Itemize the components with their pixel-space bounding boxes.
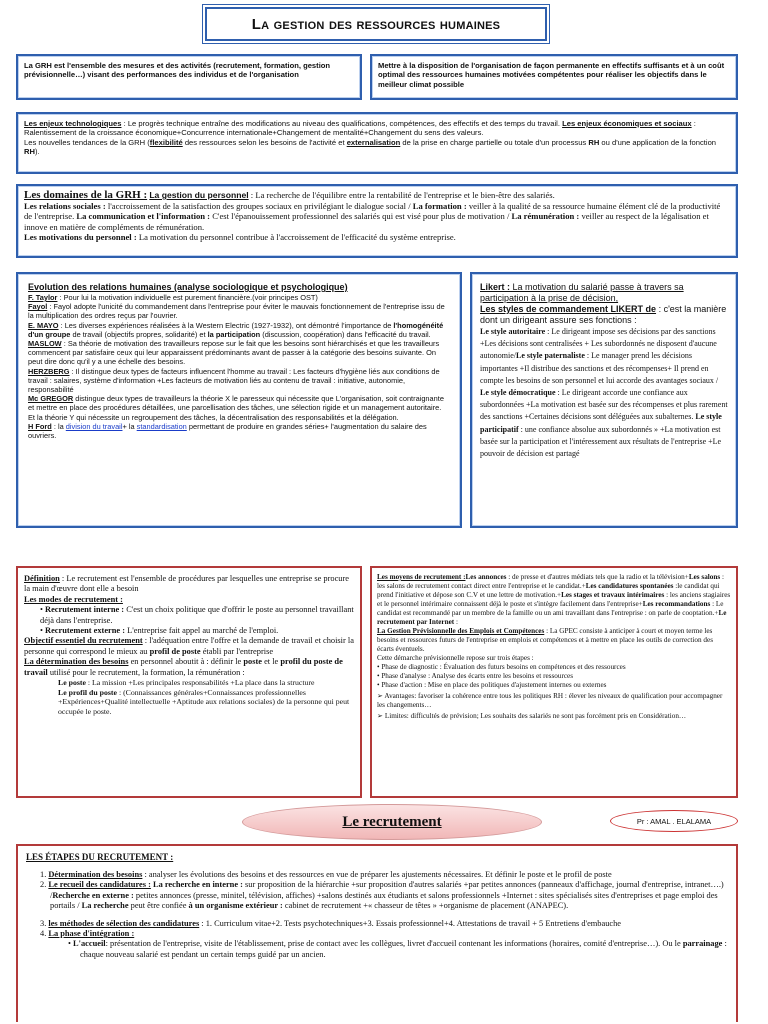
modes-label: Les modes de recrutement :: [24, 594, 123, 604]
gpec-step-analyse: • Phase d'analyse : Analyse des écarts entre les besoins et ressources: [377, 672, 574, 680]
recrutement-interne-label: Recrutement interne :: [45, 605, 125, 615]
recommandations-label: Les recommandations: [642, 600, 711, 608]
herzberg-text: : Il distingue deux types de facteurs influencent l'homme au travail : Les facteurs d'hygiène liés aux conditions de travail : salaires, système d'information +Les facteurs de motivation liés au contenu de travail : initiative, autonomie, responsabilité: [28, 366, 440, 395]
enjeux-tech-heading: Les enjeux technologiques: [24, 119, 122, 128]
recommandations-text: : Le candidat est recommandé par un membre de la famille ou un ami travaillant dans l'entreprise : on parle de cooptation.+: [377, 600, 724, 617]
remuneration-text: veiller au respect de la légalisation et innove en matière de compléments de rémunération.: [24, 211, 709, 232]
recherche-label: La recherche: [81, 900, 129, 910]
recrutement-externe-text: L'entreprise fait appel au marché de l'emploi.: [125, 626, 279, 636]
intro-definition-text: La GRH est l'ensemble des mesures et des activités (recrutement, formation, gestion prévisionnelle…) visant des performances des individus et de l'organisation: [24, 61, 331, 80]
style-participatif-label: Le style participatif: [480, 412, 722, 434]
le-poste-label: Le poste: [58, 678, 86, 688]
enjeux-eco-heading: Les enjeux économiques et sociaux: [562, 119, 692, 128]
enjeux-eco-text: : Ralentissement de la croissance économique+Concurrence internationale+Changement de mentalité+Changement du sens des valeurs.: [24, 119, 696, 138]
etapes-heading: LES ÉTAPES DU RECRUTEMENT :: [26, 852, 174, 862]
recherche-externe-text: petites annonces (presse, minitel, télévision, affiches) +salons destinés aux étudiants et salons professionnels +Internet : sites spécialisés sites d'entreprises et page emploi des portails /: [50, 890, 718, 910]
profil-poste-term: profil de poste: [149, 646, 201, 656]
remuneration-label: La rémunération :: [511, 211, 580, 222]
annonces-text: : de presse et d'autres médiats tels que la radio et la télévision+: [506, 573, 689, 581]
profil-poste-label: Le profil du poste: [58, 687, 117, 697]
communication-label: La communication et l'information :: [76, 211, 211, 222]
motivations-text: La motivation du personnel contribue à l'accroissement de l'efficacité du système entreprise.: [136, 232, 456, 243]
motivations-label: Les motivations du personnel :: [24, 232, 137, 243]
style-paternaliste-label: Le style paternaliste: [516, 351, 585, 361]
mayo-text: : Les diverses expériences réalisées à la Western Electric (1927-1932), ont démontré l'importance de: [58, 320, 394, 330]
step-besoins-text: : analyser les évolutions des besoins et des ressources en vue de préparer les ajustements nécessaires. Et définir le poste et le profil de poste: [142, 870, 612, 880]
style-paternaliste-text: : Le manager prend les décisions importantes +Il distribue des sanctions et des récompenses+ Il prend en compte les besoins de son personnel et lui accorde des avantages sociaux /: [480, 351, 719, 385]
maslow-text: : Sa théorie de motivation des travailleurs repose sur le fait que les besoins sont hiérarchisés et que les travailleurs commencent par satisfaire ceux qui leur apparaissent prédominants avant de passer à la catégorie des besoins suivante. On peut dire donc qu'il y a une échelle des besoins.: [28, 339, 440, 367]
mcgregor-label: Mc GREGOR: [28, 394, 74, 404]
determination-text-3: utilisé pour le recrutement, la formation, la rémunération :: [47, 667, 245, 677]
gpec-limites: ➢ Limites: difficultés de prévision; Les souhaits des salariés ne sont pas forcément pris en Considération…: [377, 712, 687, 720]
mayo-label: E. MAYO: [28, 320, 59, 330]
accueil-label: L'accueil: [73, 939, 106, 949]
herzberg-label: HERZBERG: [28, 366, 70, 376]
formation-label: La formation :: [412, 200, 467, 211]
recherche-interne-text: sur proposition de la hiérarchie +sur proposition d'autres salariés +par petites annonces (panneaux d'affichage, journal d'entreprise, intranet….) /: [50, 880, 724, 900]
maslow-label: MASLOW: [28, 339, 62, 349]
internet-text: :: [454, 618, 458, 626]
flexibilite-term: flexibilité: [149, 137, 183, 147]
candidatures-text: :le candidat qui prend l'initiative et dépose son C.V et une lettre de motivation.+: [377, 582, 720, 599]
likert-text: La motivation du salarié passe à travers sa participation à la prise de décision,: [480, 282, 684, 303]
ford-label: H Ford: [28, 421, 52, 431]
profil-poste-travail-term: profil du poste de travail: [24, 657, 343, 677]
objectif-text-2: établi par l'entreprise: [200, 646, 274, 656]
definition-text: : Le recrutement est l'ensemble de procédures par lesquelles une entreprise se procure la main d'œuvre dont elle a besoin: [24, 574, 349, 594]
gpec-text: : La GPEC consiste à anticiper à court et moyen terme les besoins et ressources futurs de l'entreprise en emplois et compétences et à mettre en place les outils de correction des écarts éventuels.: [377, 627, 713, 653]
internet-label: Le recrutement par Internet: [377, 609, 727, 626]
determination-text: en personnel aboutit à : définir le: [128, 657, 244, 667]
tendances-text-4: ou d'une application de la fonction: [599, 137, 717, 147]
recherche-interne-label: La recherche en interne :: [150, 880, 243, 890]
rh-term: RH: [588, 137, 600, 147]
taylor-text: : Pour lui la motivation individuelle est purement financière.(voir principes OST): [57, 293, 318, 302]
ford-text-3: permettant de produire en grandes séries+ l'augmentation du salaire des ouvriers.: [28, 421, 427, 441]
determination-label: La détermination des besoins: [24, 657, 129, 667]
relations-sociales-text: l'accroissement de la satisfaction des groupes sociaux en privilégiant le dialogue social /: [105, 200, 413, 211]
tendances-text-2: des ressources selon les besoins de l'activité et: [182, 137, 347, 147]
likert-styles-text: : c'est la manière dont un dirigeant assure ses fonctions :: [480, 304, 727, 325]
taylor-label: F. Taylor: [28, 293, 58, 302]
gpec-avantages: ➢ Avantages: favoriser la cohérence entre tous les politiques RH : élever les niveaux de qualification pour accompagner les changements…: [377, 692, 723, 709]
salons-text: : les salons de recrutement contact direct entre l'entreprise et le candidat.+: [377, 573, 724, 590]
gestion-personnel-text: : La recherche de l'équilibre entre la rentabilité de l'entreprise et le bien-être des salariés.: [248, 190, 555, 200]
externalisation-term: externalisation: [346, 137, 401, 147]
step-number-4: 4.: [40, 929, 47, 939]
recherche-text: peut être confiée: [128, 900, 189, 910]
recrutement-definition-box: Définition : Le recrutement est l'ensemble de procédures par lesquelles une entreprise se procure la main d'œuvre dont elle a besoin Les modes de recrutement : • Recrutement interne : C'est un choix politique que d'offrir le poste au personnel travaillant déjà dans l'entreprise. • Recrutement externe : L'entreprise fait appel au marché de l'emploi. Objectif essentiel du recrutement : l'adéquation entre l'offre et la demande de travail et choisir la personne qui correspond le mieux au profil de poste établi par l'entreprise La détermination des besoins en personnel aboutit à : définir le poste et le profil du poste de travail utilisé pour le recrutement, la formation, la rémunération : Le poste : La mission +Les principales responsabilités +La place dans la structure Le profil du poste : (Connaissances générales+Connaissances professionnelles +Expériences+Qualité intellectuelle +Aptitude aux relations sociales) de la personne qui peut occupée le poste.: [16, 566, 362, 798]
recherche-externe-label: Recherche en externe :: [52, 890, 134, 900]
annonces-label: Les annonces: [465, 573, 507, 581]
fayol-label: Fayol: [28, 302, 48, 312]
communication-text: C'est l'épanouissement professionnel des salariés qui est visé pour plus de motivation /: [210, 211, 512, 222]
fayol-text: : Fayol adopte l'unicité du commandement dans l'entreprise pour éviter le mauvais fonctionnement de l'entreprise issu de la multiplication des ordres reçus par l'ouvrier.: [28, 302, 445, 321]
mcgregor-text: distingue deux types de travailleurs la théorie X le paresseux qui nécessite que L'organisation, soit contraignante et mettre en place des procédures détaillées, une parcellisation des tâches, une sélection rigide et un management autoritaire. Et la théorie Y qui nécessite un regroupement des tâches, la décentralisation des responsabilités et la délégation.: [28, 394, 444, 422]
stages-label: Les stages et travaux intérimaires: [561, 591, 665, 599]
step-number-3: 3.: [40, 919, 47, 929]
ford-text-2: + la: [122, 421, 137, 431]
mayo-term-1: l'homogénéité d'un groupe: [28, 320, 444, 339]
organisme-exterieur-label: à un organisme extérieur :: [188, 900, 283, 910]
mayo-text-3: (discussion, coopération) dans l'efficacité du travail.: [260, 329, 431, 339]
intro-definition-box: [16, 54, 362, 100]
mayo-text-2: de travail (objectifs propres, solidarité) et: [70, 329, 208, 339]
style-autoritaire-text: : Le dirigeant impose ses décisions par des sanctions +Les décisions sont centralisées + Les subordonnés ne disposent d'aucune autonomie/: [480, 327, 717, 361]
definition-label: Définition: [24, 574, 60, 583]
style-democratique-label: Le style démocratique: [480, 388, 556, 398]
likert-label: Likert :: [480, 282, 511, 292]
tendances-text: Les nouvelles tendances de la GRH (: [24, 137, 150, 147]
author-badge: Pr : AMAL . ELALAMA: [610, 810, 738, 832]
likert-styles-label: Les styles de commandement LIKERT de: [480, 304, 657, 314]
determination-text-2: et le: [261, 657, 281, 667]
step-number-2: 2.: [40, 880, 47, 890]
tendances-text-5: ).: [34, 147, 40, 157]
intro-objective-text: Mettre à la disposition de l'organisation de façon permanente en effectifs suffisants et à un coût optimal des ressources humaines motivées compétentes pour réaliser les objectifs dans le meilleur climat possible: [378, 61, 725, 89]
mayo-term-2: la participation: [207, 329, 261, 339]
moyens-label: Les moyens de recrutement :: [377, 573, 466, 581]
page-title: La gestion des ressources humaines: [205, 7, 547, 41]
evolution-box: [16, 272, 462, 528]
relations-sociales-label: Les relations sociales :: [24, 200, 106, 211]
standardisation-link[interactable]: standardisation: [136, 421, 187, 431]
domaines-heading: Les domaines de la GRH :: [24, 189, 148, 201]
moyens-recrutement-box: [370, 566, 738, 798]
step-number-1: 1.: [40, 870, 47, 880]
gpec-steps-intro: Cette démarche prévisionnelle repose sur trois étapes :: [377, 654, 534, 662]
intro-objective-box: [370, 54, 738, 100]
stages-text: : les anciens stagiaires et le personnel intérimaire connaissent déjà le poste et s'intègre facilement dans l'entreprise+: [377, 591, 731, 608]
recrutement-interne-text: C'est un choix politique que d'offrir le poste au personnel travaillant déjà dans l'entreprise.: [40, 605, 354, 625]
recrutement-externe-label: Recrutement externe :: [45, 626, 126, 636]
enjeux-box: [16, 112, 738, 174]
poste-term: poste: [243, 657, 262, 667]
domaines-box: [16, 184, 738, 258]
parrainage-text: : chaque nouveau salarié est pendant un certain temps guidé par un ancien.: [80, 939, 727, 959]
formation-text: veiller à la qualité de sa ressource humaine élément clé de la productivité de l'entreprise.: [24, 200, 721, 222]
objectif-text: : l'adéquation entre l'offre et la demande de travail et choisir la personne qui correspond le mieux au: [24, 636, 354, 656]
recrutement-banner: Le recrutement: [242, 804, 542, 840]
salons-label: Les salons: [688, 573, 721, 581]
step-selection-label: les méthodes de sélection des candidatures: [48, 919, 200, 929]
candidatures-label: Les candidatures spontanées: [585, 582, 674, 590]
organisme-exterieur-text: cabinet de recrutement +« chasseur de têtes » +organisme de placement (ANAPEC).: [282, 900, 569, 910]
accueil-text: : présentation de l'entreprise, visite de l'établissement, prise de contact avec les collègues, livret d'accueil contenant les informations (horaires, comité d'entreprise…). Ou le: [105, 939, 683, 949]
gpec-label: La Gestion Prévisionnelle des Emplois et Compétences: [377, 627, 545, 635]
step-selection-text: : 1. Curriculum vitae+2. Tests psychotechniques+3. Essais professionnel+4. Attestations de travail + 5 Entretiens d'embauche: [199, 919, 622, 929]
step-candidatures-label: Le recueil des candidatures :: [48, 880, 151, 890]
gestion-personnel-label: La gestion du personnel: [149, 190, 249, 200]
style-participatif-text: : une confiance absolue aux subordonnés » +La motivation est basée sur la participation et l'intéressement aux résultats de l'entreprise +Le pouvoir de décision est partagé: [480, 424, 722, 459]
parrainage-label: parrainage: [682, 939, 723, 949]
step-besoins-label: Détermination des besoins: [48, 870, 143, 880]
style-autoritaire-label: Le style autoritaire: [480, 327, 546, 336]
division-travail-link[interactable]: division du travail: [65, 421, 123, 431]
gpec-step-diagnostic: • Phase de diagnostic : Évaluation des futurs besoins en compétences et des ressources: [377, 663, 626, 671]
likert-box: [470, 272, 738, 528]
etapes-box: LES ÉTAPES DU RECRUTEMENT : 1. Détermination des besoins : analyser les évolutions des besoins et des ressources en vue de préparer les ajustements nécessaires. Et définir le poste et le profil de poste 2. Le recueil des candidatures : La recherche en interne : sur proposition de la hiérarchie +sur proposition d'autres salariés +par petites annonces (panneaux d'affichage, journal d'entreprise, intranet….) /Recherche en externe : petites annonces (presse, minitel, télévision, affiches) +salons destinés aux étudiants et salons professionnels +Internet : sites spécialisés sites d'entreprises et page emploi des portails / La recherche peut être confiée à un organisme extérieur : cabinet de recrutement +« chasseur de têtes » +organisme de placement (ANAPEC). 3. les méthodes de sélection des candidatures : 1. Curriculum vitae+2. Tests psychotechniques+3. Essais professionnel+4. Attestations de travail + 5 Entretiens d'embauche 4. La phase d'intégration : • L'accueil: présentation de l'entreprise, visite de l'établissement, prise de contact avec les collègues, livret d'accueil contenant les informations (horaires, comité d'entreprise…). Ou le parrainage : chaque nouveau salarié est pendant un certain temps guidé par un ancien.: [16, 844, 738, 1022]
le-poste-text: : La mission +Les principales responsabilités +La place dans la structure: [85, 678, 315, 688]
objectif-label: Objectif essentiel du recrutement: [24, 636, 143, 646]
enjeux-tech-text: : Le progrès technique entraîne des modifications au niveau des qualifications, compétences, des effectifs et des temps du travail.: [123, 119, 560, 128]
gpec-step-action: • Phase d'action : Mise en place des politiques d'ajustement internes ou externes: [377, 681, 607, 689]
profil-poste-text: : (Connaissances générales+Connaissances professionnelles +Expériences+Qualité intellectuelle +Aptitude aux relations sociales) de la personne qui peut occupée le poste.: [58, 687, 350, 716]
rh-term-2: RH: [24, 147, 35, 157]
style-democratique-text: : Le dirigeant accorde une confiance aux subordonnées +La motivation est basée sur des récompenses et plus rarement des sanctions +Certaines décisions sont déléguées aux subalternes.: [480, 388, 728, 422]
tendances-text-3: de la prise en charge partielle ou totale d'un processus: [400, 137, 589, 147]
ford-text: : la: [51, 421, 66, 431]
step-integration-label: La phase d'intégration :: [48, 929, 135, 939]
evolution-heading: Evolution des relations humaines (analyse sociologique et psychologique): [28, 282, 348, 292]
